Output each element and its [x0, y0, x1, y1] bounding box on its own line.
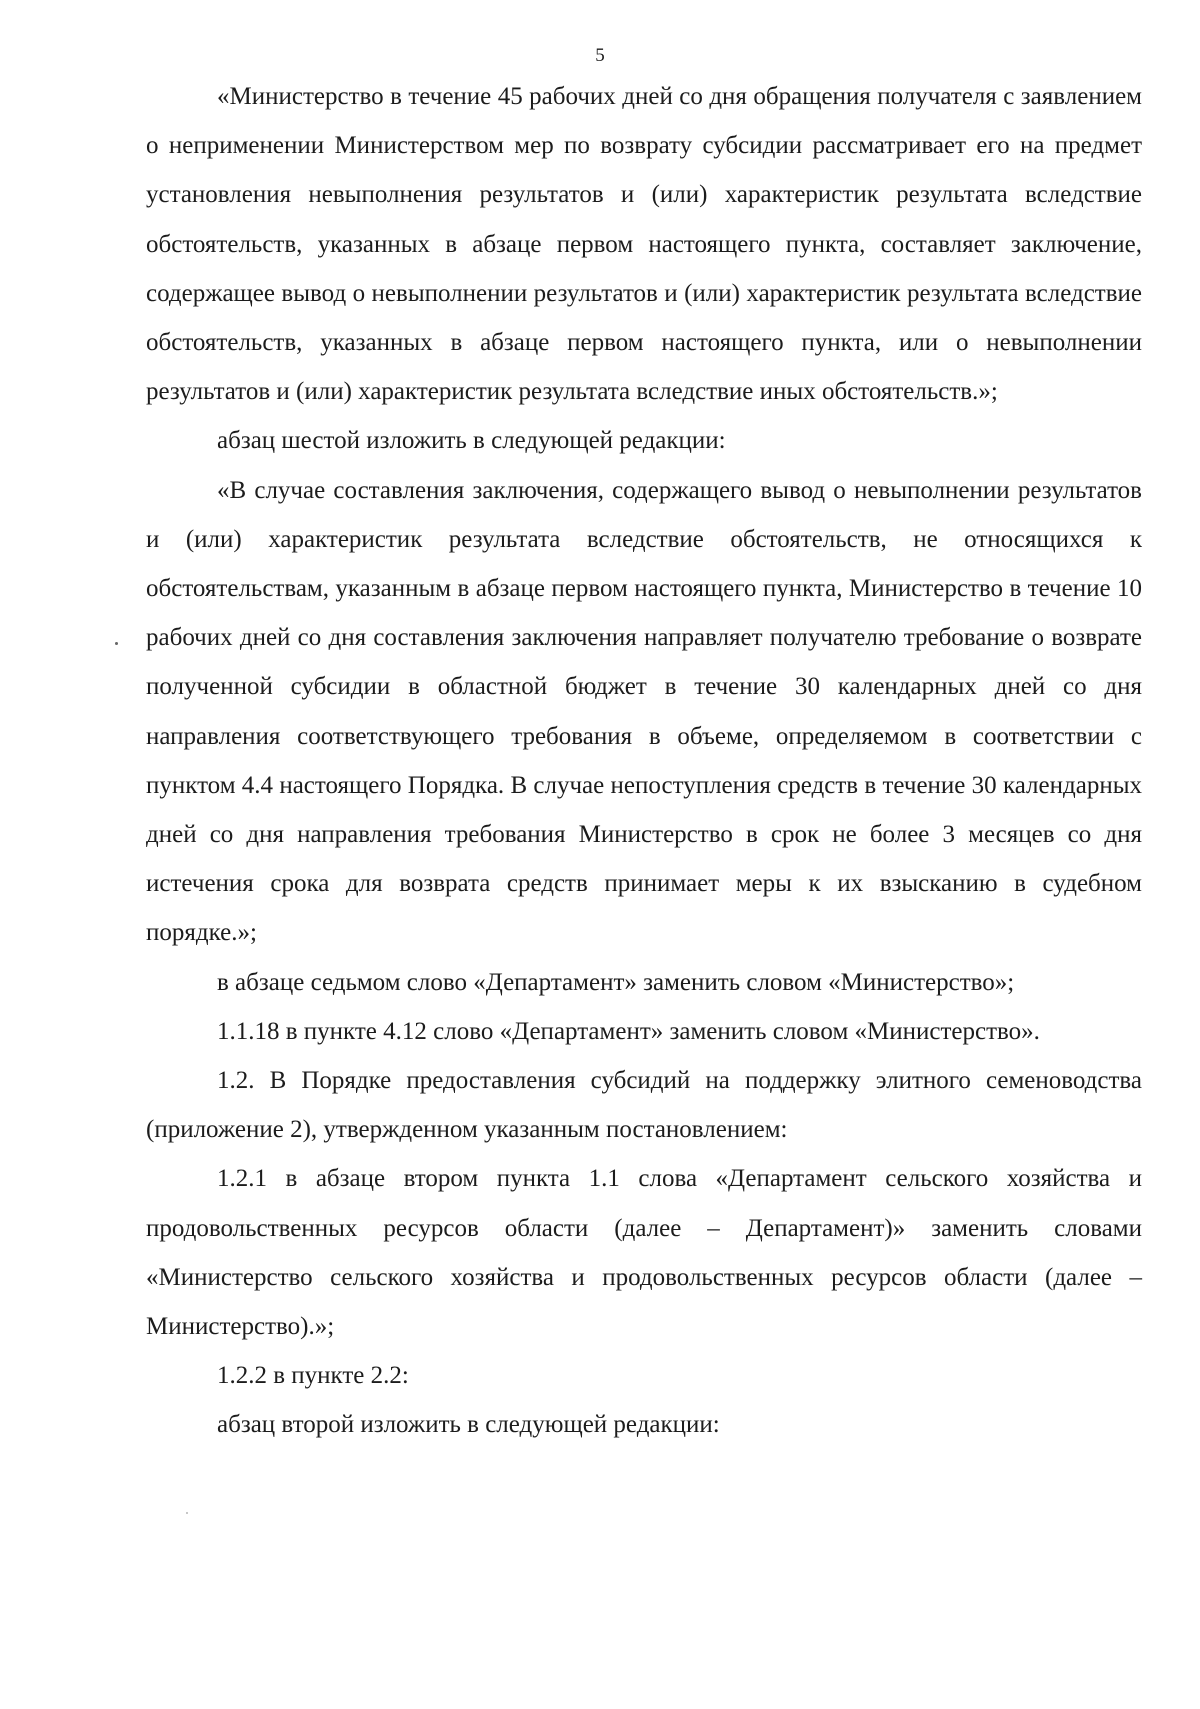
- paragraph-2: абзац шестой изложить в следующей редакции:: [217, 427, 726, 455]
- paragraph-6: 1.2. В Порядке предоставления субсидий на поддержку элитного семеноводства (приложение 2), утвержденном указанным постановлением:: [146, 1067, 1142, 1144]
- paragraph-3: «В случае составления заключения, содержащего вывод о невыполнении результатов и (или) характеристик результата вследствие обстоятельств, не относящихся к обстоятельствам, указанным в абзаце первом настоящего пункта, Министерство в течение 10 рабочих дней со дня составления заключения направляет получателю требование о возврате полученной субсидии в областной бюджет в течение 30 календарных дней со дня направления соответствующего требования в объеме, определяемом в соответствии с пунктом 4.4 настоящего Порядка. В случае непоступления средств в течение 30 календарных дней со дня направления требования Министерство в срок не более 3 месяцев со дня истечения срока для возврата средств принимает меры к их взысканию в судебном порядке.»;: [146, 476, 1142, 947]
- scan-artifact-dot: [115, 642, 118, 645]
- paragraph-1: «Министерство в течение 45 рабочих дней со дня обращения получателя с заявлением о неприменении Министерством мер по возврату субсидии рассматривает его на предмет установления невыполнения результатов и (или) характеристик результата вследствие обстоятельств, указанных в абзаце первом настоящего пункта, составляет заключение, содержащее вывод о невыполнении результатов и (или) характеристик результата вследствие обстоятельств, указанных в абзаце первом настоящего пункта, или о невыполнении результатов и (или) характеристик результата вследствие иных обстоятельств.»;: [146, 83, 1142, 406]
- paragraph-9: абзац второй изложить в следующей редакции:: [217, 1411, 720, 1439]
- paragraph-8: 1.2.2 в пункте 2.2:: [217, 1362, 409, 1390]
- paragraph-7: 1.2.1 в абзаце втором пункта 1.1 слова «Департамент сельского хозяйства и продовольственных ресурсов области (далее – Департамент)» заменить словами «Министерство сельского хозяйства и продовольственных ресурсов области (далее – Министерство).»;: [146, 1165, 1142, 1341]
- paragraph-4: в абзаце седьмом слово «Департамент» заменить словом «Министерство»;: [217, 968, 1015, 996]
- document-body: [146, 72, 1142, 1450]
- paragraph-5: 1.1.18 в пункте 4.12 слово «Департамент» заменить словом «Министерство».: [217, 1017, 1040, 1045]
- scan-artifact-dot: [186, 1512, 188, 1514]
- page-number: 5: [595, 45, 605, 66]
